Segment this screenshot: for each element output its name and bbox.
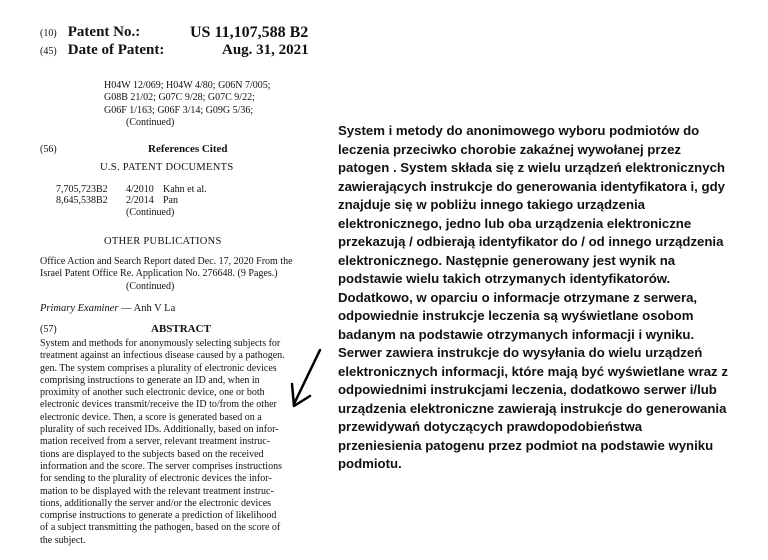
classification-line: G06F 1/163; G06F 3/14; G09G 5/36; [104,104,254,116]
reference-number: 7,705,723 [56,184,96,195]
translation-line: urządzenia elektroniczne zawierają instrukcje do generowania [338,400,727,416]
patent-number-label: Patent No.: [67,24,141,40]
reference-number: 8,645,538 [56,195,96,206]
translation-line: podmiotu. [338,456,402,471]
abstract-line: mation received from a server, relevant treatment instruc- [40,436,271,448]
abstract-line: treatment against an infectious disease caused by a pathogen. [40,350,285,362]
translation-line: Serwer zawiera instrukcje do wysyłania do wielu urządzeń [338,345,703,360]
examiner-label: Primary Examiner [40,303,119,314]
reference-kind: B2 [96,184,108,195]
abstract-line: electronic devices transmit/receive the ID to/from the other [40,399,277,411]
classification-block [104,80,271,129]
classification-line: G08B 21/02; G07C 9/28; G07C 9/22; [104,92,255,104]
us-documents-heading: U.S. PATENT DOCUMENTS [100,162,234,173]
abstract-line: for sending to the plurality of electronic devices the infor- [40,473,272,485]
patent-date-code: (45) [40,46,57,57]
references-continued: (Continued) [126,207,175,218]
patent-number-code: (10) [40,28,57,39]
abstract-line: proximity of another such electronic device, one or both [40,387,265,399]
patent-date-row [40,42,309,59]
translation-line: Dodatkowo, w oparciu o informacje otrzymane z serwera, [338,289,698,305]
abstract-line: plurality of such received IDs. Additionally, based on infor- [40,424,279,436]
publication-continued: (Continued) [126,280,175,292]
references-heading: References Cited [148,143,228,155]
reference-kind: B2 [96,195,108,206]
patent-number-row [40,24,309,41]
publication-line: Office Action and Search Report dated Dec. 17, 2020 From the [40,256,293,267]
translation-line: System i metody do anonimowego wyboru podmiotów do [338,123,700,138]
examiner-line [40,303,175,315]
abstract-line: comprise instructions to generate a prediction of likelihood [40,510,277,522]
translation-line: przekazują / odbierają identyfikator do / od innego urządzenia [338,234,724,249]
abstract-heading: ABSTRACT [151,323,211,335]
patent-front-page [0,0,310,560]
examiner-name: — Anh V La [118,303,176,314]
abstract-line: information and the score. The server comprises instructions [40,460,282,472]
translation-line: elektronicznego, jedno lub oba urządzenia elektroniczne [338,215,692,231]
translation-line: przeniesienia patogenu przez podmiot na podstawie wyniku [338,437,714,453]
abstract-text [40,338,285,547]
translation-line: podstawie wielu takich otrzymanych identyfikatorów. [338,271,671,286]
abstract-line: tions, additionally the server and/or the electronic devices [40,497,272,509]
abstract-line: tions are displayed to the subjects based on the received [40,448,264,460]
abstract-line: of a subject transmitting the pathogen, based on the score of [40,522,281,534]
abstract-line: gen. The system comprises a plurality of electronic devices [40,362,277,374]
abstract-line: comprising instructions to generate an ID and, when in [40,374,260,386]
abstract-code: (57) [40,324,57,335]
patent-number-value: US 11,107,588 B2 [190,24,309,41]
abstract-line: System and methods for anonymously selecting subjects for [40,338,281,349]
reference-date: 4/2010 [126,184,154,195]
translation-line: patogen . System składa się z wielu urządzeń elektronicznych [338,160,725,175]
reference-name: Kahn et al. [163,184,207,195]
patent-date-value: Aug. 31, 2021 [222,42,309,58]
other-publications-block [40,256,293,293]
classification-line: H04W 12/069; H04W 4/80; G06N 7/005; [104,80,271,91]
references-code: (56) [40,144,57,155]
translation-line: odpowiednimi instrukcjami leczenia, dodatkowo serwer i/lub [338,382,717,397]
publication-line: Israel Patent Office Re. Application No. 276648. (9 Pages.) [40,268,278,280]
translation-line: elektronicznego. Następnie generowany jest wynik na [338,252,676,268]
patent-date-label: Date of Patent: [67,42,165,58]
translation-line: znajduje się w pobliżu innego takiego urządzenia [338,197,646,212]
translation-line: odpowiednie instrukcje leczenia są wyświetlane osobom [338,308,694,323]
other-publications-heading: OTHER PUBLICATIONS [104,236,222,247]
classification-continued: (Continued) [126,116,175,128]
reference-date: 2/2014 [126,195,154,206]
translation-line: badanym na podstawie otrzymanych informacji i wyniku. [338,326,695,342]
abstract-line: electronic device. Then, a score is generated based on a [40,411,262,423]
polish-translation [338,122,728,474]
abstract-line: the subject. [40,534,86,546]
reference-name: Pan [163,195,178,206]
abstract-line: mation to be displayed with the relevant treatment instruc- [40,485,274,497]
arrow-icon [286,346,326,416]
translation-line: elektronicznych informacji, które mają być wyświetlane wraz z [338,363,728,379]
translation-line: leczenia przeciwko chorobie zakaźnej wywołanej przez [338,141,681,157]
translation-line: zawierających instrukcje do generowania identyfikatora i, gdy [338,178,725,194]
translation-line: przewidywań dotyczących prawdopodobieństwa [338,419,643,434]
